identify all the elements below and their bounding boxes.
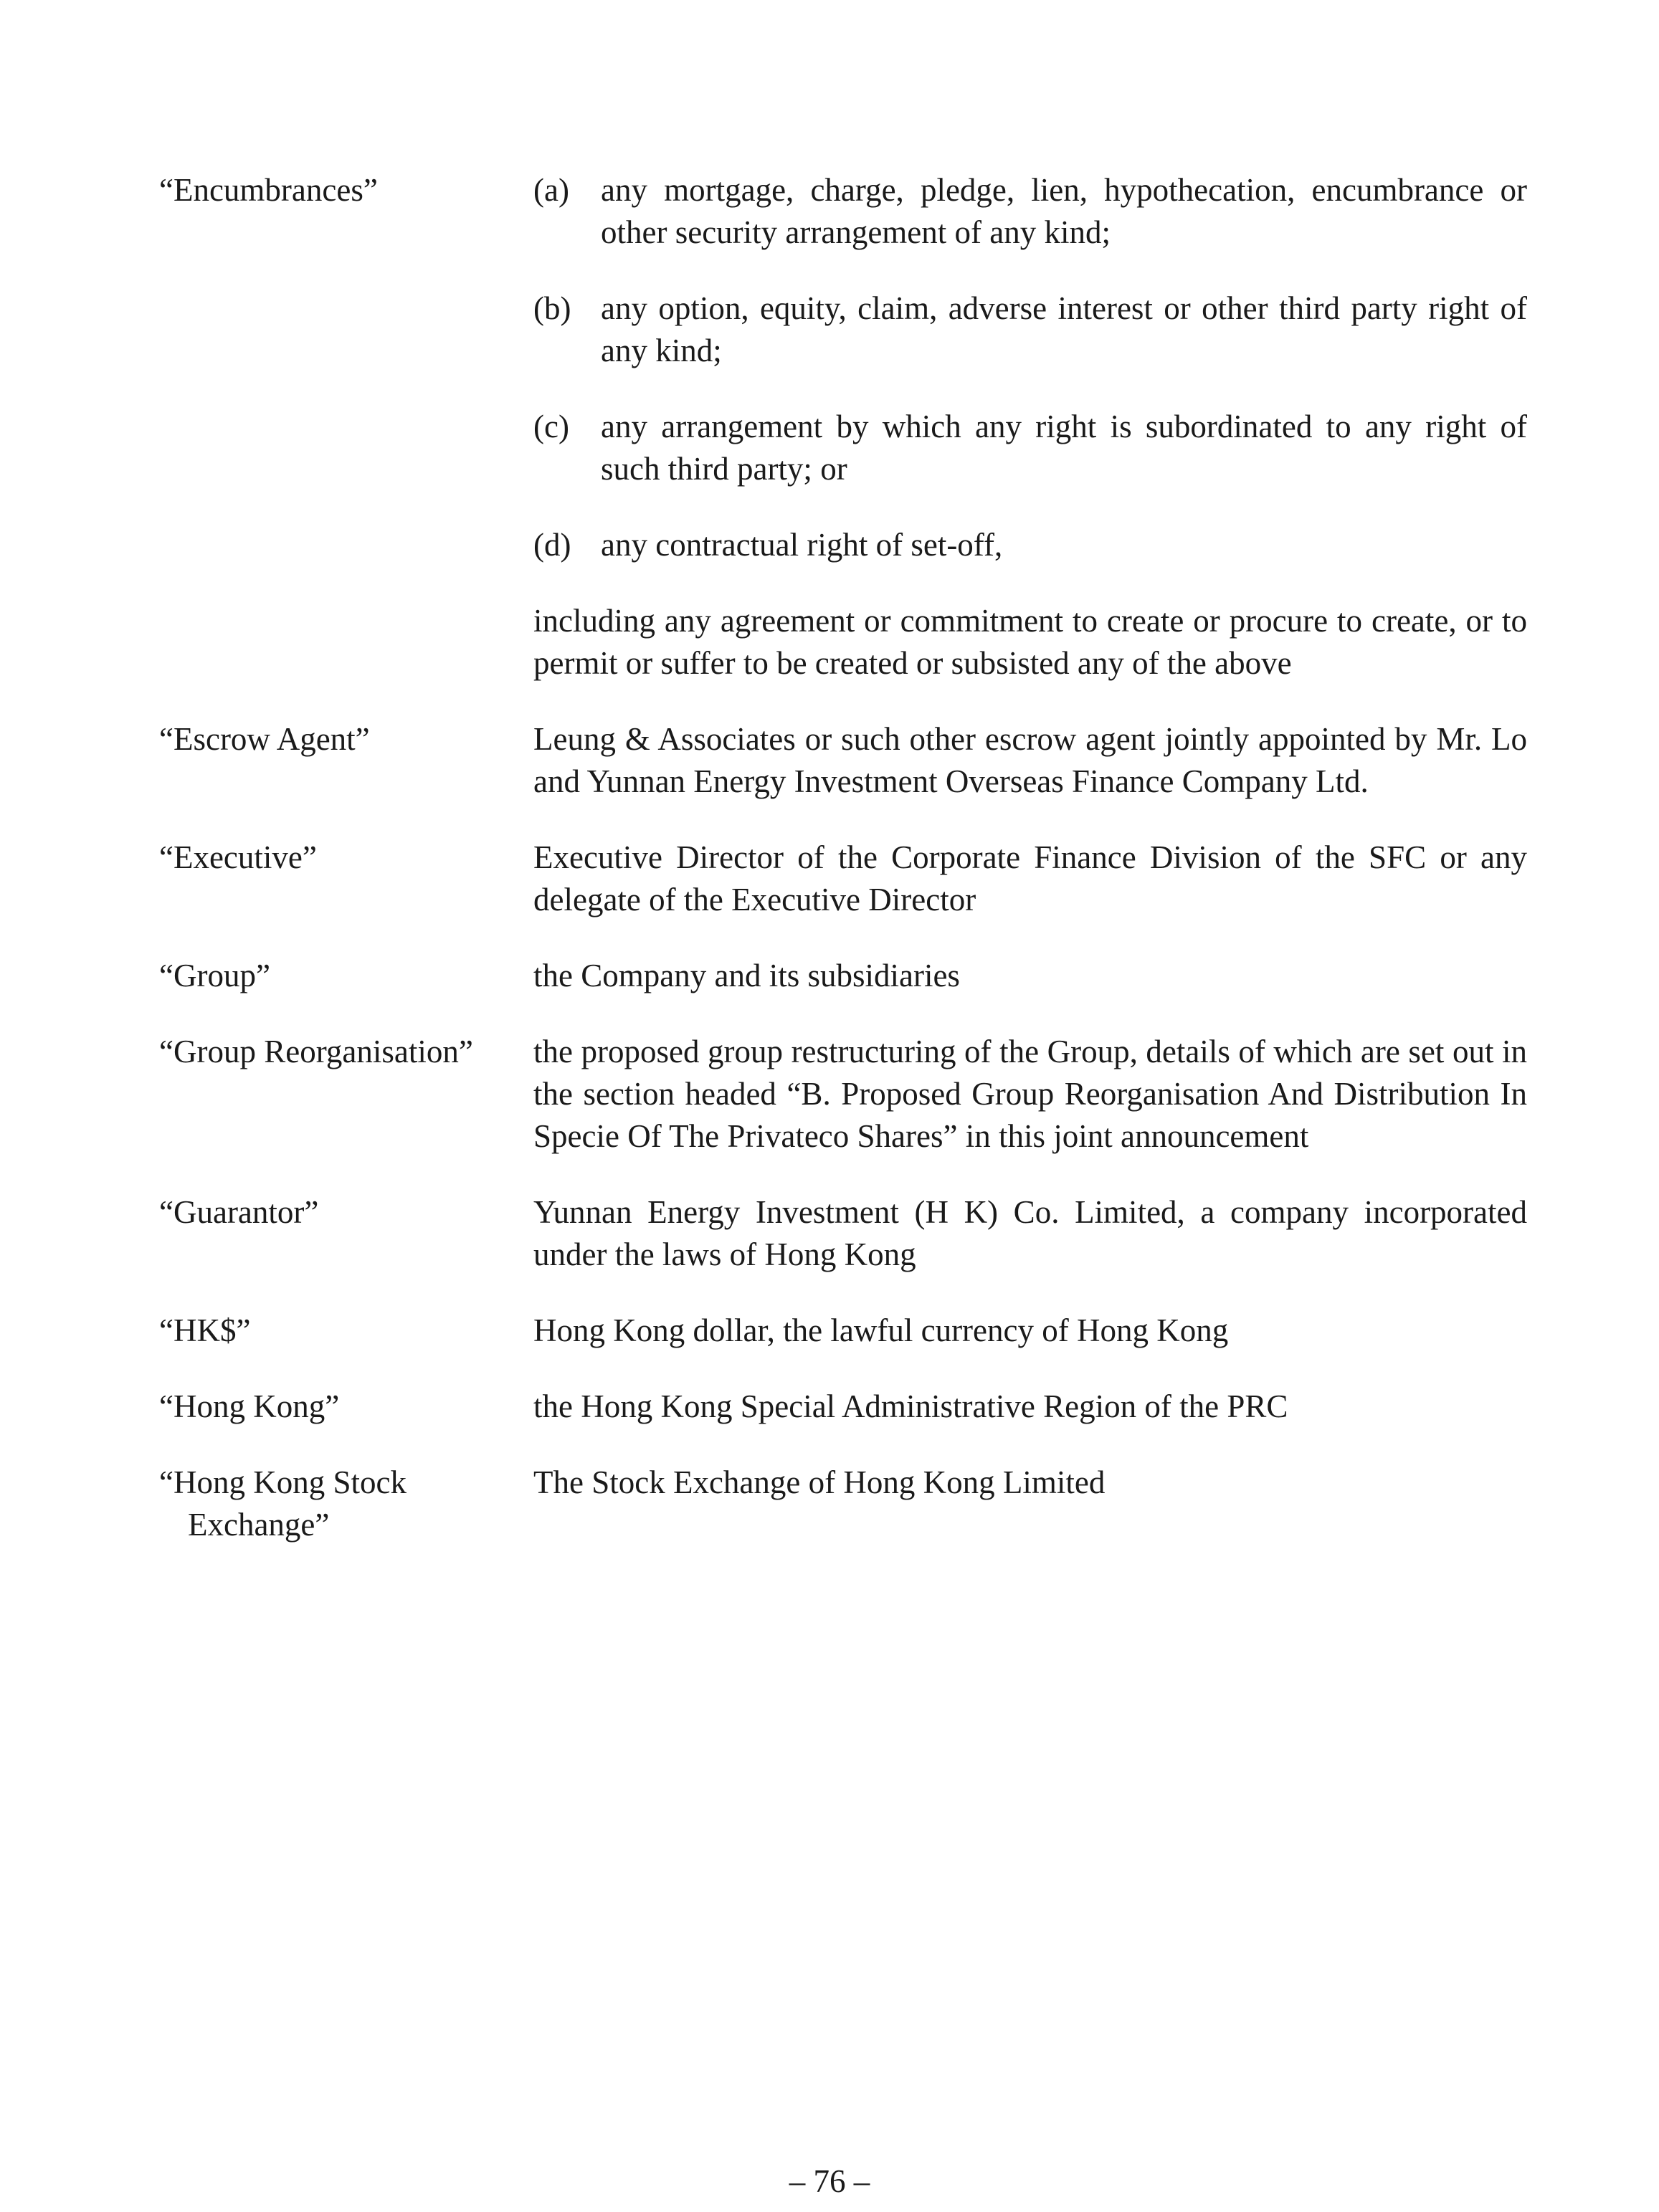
definition-term: “Hong Kong Stock Exchange” [159,1464,407,1543]
definition-term: “Encumbrances” [159,172,378,208]
definition-text: Executive Director of the Corporate Finance Division of the SFC or any delegate of the Executive Director [533,839,1527,917]
definition-entry-executive [159,836,1527,921]
subitem-text: any option, equity, claim, adverse interest or other third party right of any kind; [601,290,1527,368]
definition-entry-escrow-agent [159,718,1527,803]
definition-entry-hkd [159,1310,1527,1352]
definition-subitem [533,524,1527,566]
definition-body [533,169,1527,685]
definition-term: “Escrow Agent” [159,721,370,757]
definition-text: the proposed group restructuring of the Group, details of which are set out in the section headed “B. Proposed Group Reorganisation And Distribution In Specie Of The Privateco Shares” in this joint announcement [533,1034,1527,1154]
definition-term: “HK$” [159,1312,251,1348]
definition-subitem [533,406,1527,490]
subitem-text: any contractual right of set-off, [601,527,1003,563]
definition-term: “Group” [159,958,270,993]
page-number: – 76 – [789,2163,870,2199]
definition-text: Yunnan Energy Investment (H K) Co. Limited, a company incorporated under the laws of Hong Kong [533,1194,1527,1272]
definition-text: Leung & Associates or such other escrow agent jointly appointed by Mr. Lo and Yunnan Energy Investment Overseas Finance Company Ltd. [533,721,1527,799]
definition-entry-group-reorganisation [159,1031,1527,1158]
definition-text: Hong Kong dollar, the lawful currency of Hong Kong [533,1312,1229,1348]
definition-subitem [533,169,1527,254]
definition-entry-encumbrances [159,169,1527,685]
definition-text: the Company and its subsidiaries [533,958,960,993]
definition-term: “Guarantor” [159,1194,319,1230]
definition-term: “Group Reorganisation” [159,1034,473,1069]
subitem-label: (b) [533,290,571,326]
definition-entry-hong-kong [159,1386,1527,1428]
subitem-label: (c) [533,409,569,444]
definition-text: the Hong Kong Special Administrative Region of the PRC [533,1388,1288,1424]
definition-term: “Hong Kong” [159,1388,340,1424]
definition-subitem [533,287,1527,372]
definition-text: The Stock Exchange of Hong Kong Limited [533,1464,1106,1500]
definitions-list [159,169,1527,1580]
subitem-label: (d) [533,527,571,563]
definition-entry-hong-kong-stock-exchange [159,1462,1527,1546]
definition-closing-text: including any agreement or commitment to create or procure to create, or to permit or suffer to be created or subsisted any of the above [533,603,1527,681]
definition-entry-group [159,955,1527,997]
definition-entry-guarantor [159,1191,1527,1276]
subitem-text: any mortgage, charge, pledge, lien, hypothecation, encumbrance or other security arrangement of any kind; [601,172,1527,250]
definition-term: “Executive” [159,839,317,875]
subitem-text: any arrangement by which any right is subordinated to any right of such third party; or [601,409,1527,487]
subitem-label: (a) [533,172,569,208]
